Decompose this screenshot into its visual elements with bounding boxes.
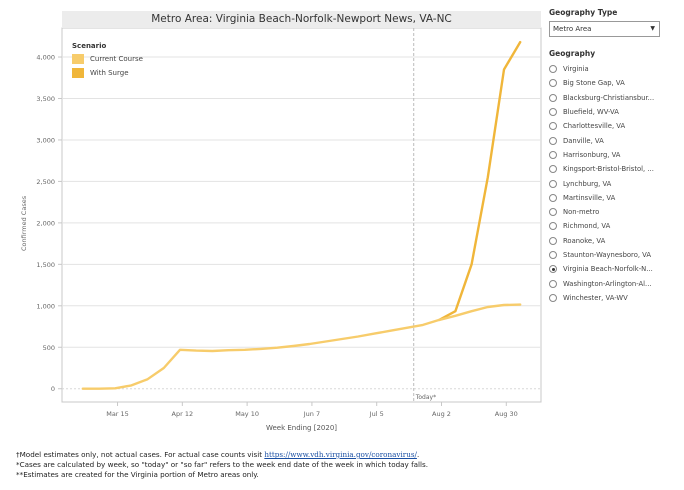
radio-button-icon[interactable] xyxy=(549,94,557,102)
x-tick-label: May 10 xyxy=(235,410,260,418)
geography-option[interactable] xyxy=(549,276,679,290)
geography-option[interactable] xyxy=(549,291,679,305)
y-tick-label: 1,500 xyxy=(36,260,55,269)
y-tick-label: 500 xyxy=(42,343,55,352)
radio-button-icon[interactable] xyxy=(549,65,557,73)
legend-title: Scenario xyxy=(72,42,107,50)
y-tick-label: 3,000 xyxy=(36,136,55,145)
geography-type-value: Metro Area xyxy=(553,25,592,33)
legend-swatch-with-surge xyxy=(72,68,84,78)
geography-option-label: Blacksburg-Christiansbur... xyxy=(563,93,655,102)
y-tick-label: 2,000 xyxy=(36,219,55,228)
dropdown-arrow-icon: ▼ xyxy=(650,25,655,32)
x-tick-label: Jul 5 xyxy=(369,410,384,418)
vdh-link[interactable]: https://www.vdh.virginia.gov/coronavirus/ xyxy=(264,450,417,459)
x-tick-label: Aug 30 xyxy=(494,410,518,418)
radio-button-icon[interactable] xyxy=(549,137,557,145)
footnotes xyxy=(16,450,428,479)
geography-option-label: Lynchburg, VA xyxy=(563,179,612,188)
geography-radio-list xyxy=(549,62,679,305)
y-tick-label: 1,000 xyxy=(36,302,55,311)
legend-label: Current Course xyxy=(90,55,143,63)
footnote-model-estimates xyxy=(16,450,428,460)
radio-button-icon[interactable] xyxy=(549,180,557,188)
geography-option-label: Roanoke, VA xyxy=(563,236,606,245)
radio-button-icon[interactable] xyxy=(549,208,557,216)
y-axis-label: Confirmed Cases xyxy=(20,195,28,251)
x-tick-label: Aug 2 xyxy=(432,410,451,418)
y-tick-label: 3,500 xyxy=(36,94,55,103)
today-label: Today* xyxy=(415,394,437,401)
geography-option[interactable] xyxy=(549,234,679,248)
legend-swatch-current-course xyxy=(72,54,84,64)
geography-label: Geography xyxy=(549,49,596,58)
geography-option-label: Richmond, VA xyxy=(563,222,611,231)
x-tick-label: Jun 7 xyxy=(303,410,321,418)
geography-option-label: Big Stone Gap, VA xyxy=(563,79,625,88)
geography-option-label: Danville, VA xyxy=(563,136,604,145)
radio-button-icon[interactable] xyxy=(549,251,557,259)
radio-button-icon[interactable] xyxy=(549,108,557,116)
geography-option[interactable] xyxy=(549,191,679,205)
geography-option-label: Bluefield, WV-VA xyxy=(563,108,619,117)
geography-option-label: Harrisonburg, VA xyxy=(563,150,621,159)
geography-option-label: Staunton-Waynesboro, VA xyxy=(563,251,652,259)
geography-option-label: Washington-Arlington-Al... xyxy=(563,279,652,288)
filter-panel xyxy=(549,8,679,305)
radio-button-icon[interactable] xyxy=(549,165,557,173)
geography-option[interactable] xyxy=(549,248,679,262)
geography-option-label: Winchester, VA-WV xyxy=(563,293,628,302)
geography-option-label: Non-metro xyxy=(563,208,600,217)
geography-option[interactable] xyxy=(549,62,679,76)
geography-option[interactable] xyxy=(549,205,679,219)
radio-button-icon[interactable] xyxy=(549,151,557,159)
legend-item-with-surge[interactable] xyxy=(72,68,143,78)
chart-title: Metro Area: Virginia Beach-Norfolk-Newport News, VA-NC xyxy=(62,11,541,28)
footnote-weekly: *Cases are calculated by week, so "today" or "so far" refers to the week end date of the week in which today falls. xyxy=(16,459,429,469)
x-tick-label: Apr 12 xyxy=(171,410,194,418)
geography-option[interactable] xyxy=(549,133,679,147)
geography-option-label: Martinsville, VA xyxy=(563,193,616,202)
radio-button-icon[interactable] xyxy=(549,294,557,302)
footnote-virginia-portion: **Estimates are created for the Virginia portion of Metro areas only. xyxy=(16,469,259,479)
x-tick-label: Mar 15 xyxy=(106,410,129,418)
geography-option-label: Charlottesville, VA xyxy=(563,122,626,131)
legend xyxy=(72,42,143,82)
geography-option[interactable] xyxy=(549,148,679,162)
geography-option-label: Virginia xyxy=(563,65,589,74)
footnote-text: †Model estimates only, not actual cases. For actual case counts visit xyxy=(16,450,265,459)
geography-option-label: Virginia Beach-Norfolk-N... xyxy=(563,265,653,274)
radio-button-icon[interactable] xyxy=(549,237,557,245)
radio-button-icon[interactable] xyxy=(549,265,557,273)
legend-label: With Surge xyxy=(90,69,129,77)
y-tick-label: 2,500 xyxy=(36,177,55,186)
geography-option[interactable] xyxy=(549,176,679,190)
x-axis-label: Week Ending [2020] xyxy=(265,424,338,432)
radio-button-icon[interactable] xyxy=(549,280,557,288)
radio-button-icon[interactable] xyxy=(549,79,557,87)
geography-option[interactable] xyxy=(549,76,679,90)
radio-button-icon[interactable] xyxy=(549,122,557,130)
radio-button-icon[interactable] xyxy=(549,194,557,202)
geography-option[interactable] xyxy=(549,91,679,105)
y-tick-label: 0 xyxy=(50,385,55,394)
geography-type-select[interactable] xyxy=(549,21,660,37)
geography-option[interactable] xyxy=(549,119,679,133)
geography-type-label: Geography Type xyxy=(549,8,618,17)
radio-button-icon[interactable] xyxy=(549,222,557,230)
geography-option[interactable] xyxy=(549,219,679,233)
y-tick-label: 4,000 xyxy=(36,53,55,62)
series-line-current-course[interactable] xyxy=(83,305,520,389)
legend-item-current-course[interactable] xyxy=(72,54,143,64)
geography-option[interactable] xyxy=(549,105,679,119)
geography-option-label: Kingsport-Bristol-Bristol, ... xyxy=(563,165,654,174)
footnote-period: . xyxy=(416,450,420,459)
geography-option[interactable] xyxy=(549,262,679,276)
geography-option[interactable] xyxy=(549,162,679,176)
